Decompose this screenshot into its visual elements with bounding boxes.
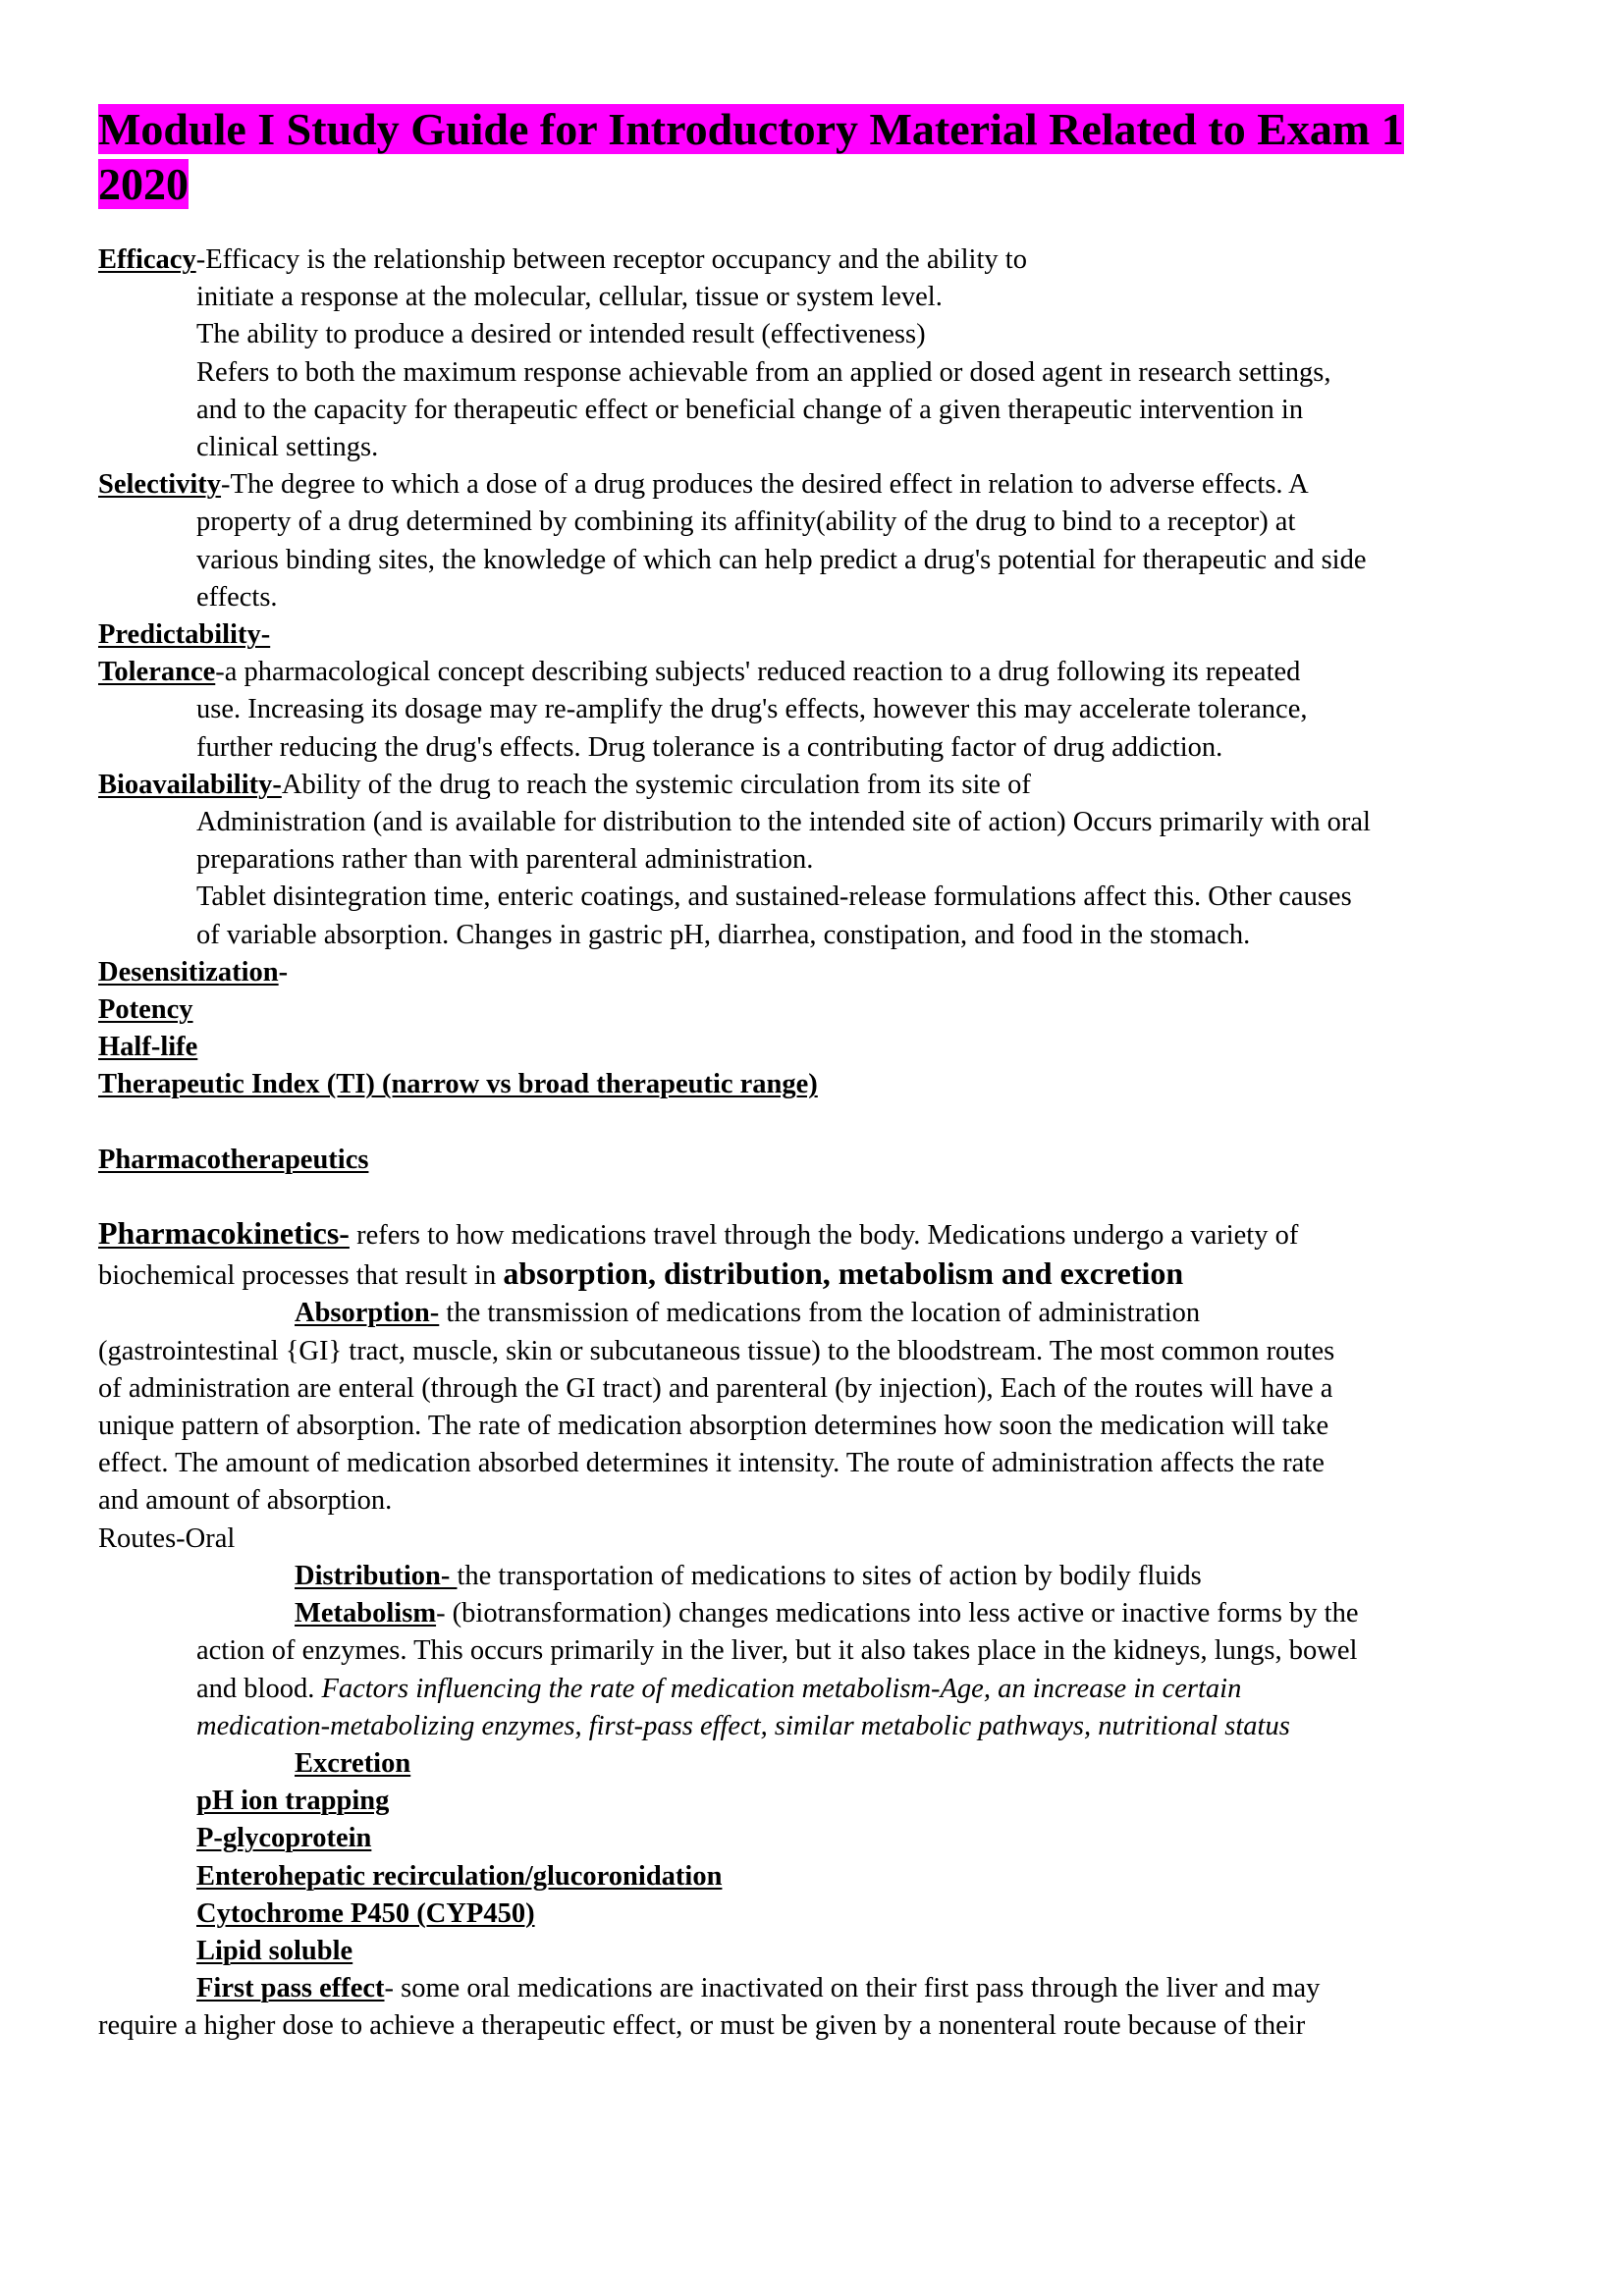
bioavailability-line: Tablet disintegration time, enteric coatings, and sustained-release formulations affect this. Other causes [196, 881, 1352, 913]
term-tolerance: Tolerance [98, 657, 216, 688]
bioavailability-line: of variable absorption. Changes in gastric pH, diarrhea, constipation, and food in the stomach. [196, 919, 1251, 950]
pharmacokinetics-line2: biochemical processes that result in [98, 1260, 504, 1292]
metabolism-factors: Factors influencing the rate of medication metabolism-Age, an increase in certain [321, 1673, 1242, 1704]
term-desensitization: Desensitization [98, 956, 279, 988]
spacer [98, 1179, 1571, 1214]
title-line-2: 2020 [98, 159, 189, 209]
document-page [98, 102, 1571, 2046]
term-cytochrome-p450: Cytochrome P450 (CYP450) [196, 1897, 535, 1929]
absorption-line: effect. The amount of medication absorbed determines it intensity. The route of administration affects the rate [98, 1448, 1325, 1479]
term-ph-ion-trapping: pH ion trapping [196, 1786, 390, 1817]
definition-efficacy [98, 241, 1571, 466]
term-enterohepatic-recirculation: Enterohepatic recirculation/glucoronidation [196, 1860, 723, 1892]
first-pass-lead: - some oral medications are inactivated on their first pass through the liver and may [384, 1973, 1321, 2004]
distribution-lead: the transportation of medications to sites of action by bodily fluids [457, 1560, 1202, 1591]
efficacy-line: and to the capacity for therapeutic effect or beneficial change of a given therapeutic intervention in [196, 394, 1304, 425]
absorption-line: and amount of absorption. [98, 1485, 393, 1517]
efficacy-line: Refers to both the maximum response achievable from an applied or dosed agent in research settings, [196, 356, 1331, 388]
title-line-1: Module I Study Guide for Introductory Material Related to Exam 1 [98, 104, 1404, 154]
term-absorption: Absorption- [295, 1298, 440, 1329]
term-lipid-soluble: Lipid soluble [196, 1935, 353, 1966]
desensitization-dash: - [278, 956, 289, 988]
term-distribution: Distribution- [295, 1560, 458, 1591]
term-p-glycoprotein: P-glycoprotein [196, 1823, 372, 1854]
absorption-line: of administration are enteral (through the GI tract) and parenteral (by injection), Each of the routes will have a [98, 1372, 1333, 1404]
term-selectivity: Selectivity [98, 469, 222, 501]
term-first-pass-effect: First pass effect [196, 1973, 385, 2004]
efficacy-line: initiate a response at the molecular, cellular, tissue or system level. [196, 282, 943, 313]
tolerance-line: further reducing the drug's effects. Drug tolerance is a contributing factor of drug addiction. [196, 731, 1223, 763]
spacer [98, 1104, 1571, 1142]
definition-selectivity [98, 466, 1571, 616]
selectivity-lead: -The degree to which a dose of a drug produces the desired effect in relation to adverse effects. A [221, 469, 1309, 501]
definition-tolerance [98, 654, 1571, 767]
first-pass-line: require a higher dose to achieve a therapeutic effect, or must be given by a nonenteral route because of their [98, 2010, 1306, 2042]
selectivity-line: various binding sites, the knowledge of which can help predict a drug's potential for therapeutic and side [196, 544, 1367, 575]
term-potency: Potency [98, 994, 193, 1026]
absorption-line: (gastrointestinal {GI} tract, muscle, skin or subcutaneous tissue) to the bloodstream. The most common routes [98, 1335, 1335, 1366]
tolerance-line: use. Increasing its dosage may re-amplify the drug's effects, however this may accelerate tolerance, [196, 694, 1308, 725]
term-predictability: Predictability- [98, 619, 271, 651]
metabolism-lead: - (biotransformation) changes medications into less active or inactive forms by the [436, 1598, 1359, 1629]
heading-pharmacokinetics: Pharmacokinetics- [98, 1215, 350, 1252]
efficacy-line: clinical settings. [196, 432, 379, 463]
term-half-life: Half-life [98, 1032, 198, 1063]
term-therapeutic-index: Therapeutic Index (TI) (narrow vs broad therapeutic range) [98, 1069, 818, 1100]
absorption-lead: the transmission of medications from the location of administration [439, 1298, 1201, 1329]
term-efficacy: Efficacy [98, 244, 196, 275]
metabolism-factors-cont: medication-metabolizing enzymes, first-pass effect, similar metabolic pathways, nutritional status [196, 1710, 1290, 1741]
section-pharmacokinetics [98, 1214, 1571, 2045]
bioavailability-line: Administration (and is available for distribution to the intended site of action) Occurs primarily with oral [196, 807, 1371, 838]
definition-bioavailability [98, 767, 1571, 954]
adme-processes: absorption, distribution, metabolism and excretion [503, 1255, 1184, 1292]
efficacy-line: The ability to produce a desired or intended result (effectiveness) [196, 319, 926, 350]
metabolism-line: action of enzymes. This occurs primarily in the liver, but it also takes place in the kidneys, lungs, bowel [196, 1635, 1358, 1667]
bioavailability-line: preparations rather than with parenteral administration. [196, 844, 814, 876]
page-title [98, 102, 1571, 212]
routes-oral: Routes-Oral [98, 1522, 236, 1554]
pharmacokinetics-lead: refers to how medications travel through the body. Medications undergo a variety of [349, 1220, 1299, 1252]
selectivity-line: property of a drug determined by combining its affinity(ability of the drug to bind to a receptor) at [196, 507, 1296, 538]
absorption-line: unique pattern of absorption. The rate of medication absorption determines how soon the medication will take [98, 1411, 1329, 1442]
term-excretion: Excretion [295, 1747, 411, 1779]
bioavailability-lead: Ability of the drug to reach the systemic circulation from its site of [281, 769, 1031, 800]
term-metabolism: Metabolism [295, 1598, 437, 1629]
efficacy-lead: -Efficacy is the relationship between receptor occupancy and the ability to [195, 244, 1027, 275]
heading-pharmacotherapeutics: Pharmacotherapeutics [98, 1144, 369, 1175]
term-bioavailability: Bioavailability- [98, 769, 282, 800]
metabolism-line3: and blood. [196, 1673, 322, 1704]
tolerance-lead: -a pharmacological concept describing subjects' reduced reaction to a drug following its repeated [215, 657, 1301, 688]
selectivity-line: effects. [196, 581, 278, 613]
